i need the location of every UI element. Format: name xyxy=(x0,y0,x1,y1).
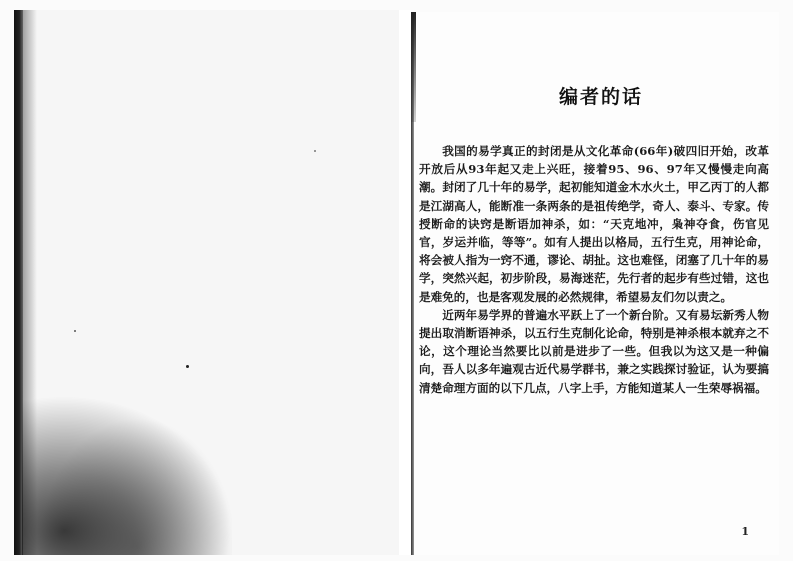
book-gutter xyxy=(399,10,411,555)
scan-speck xyxy=(186,365,189,368)
scan-speck xyxy=(74,330,76,332)
paragraph: 我国的易学真正的封闭是从文化革命(66年)破四旧开始，改革开放后从93年起又走上兴旺，接着95、96、97年又慢慢走向高潮。封闭了几十年的易学，起初能知道金木水火土，甲乙丙丁的人都是江湖高人，能断准一条两条的是祖传绝学，奇人、泰斗、专家。传授断命的诀窍是断语加神杀，如：“天克地冲，枭神夺食，伤官见官，岁运并临，等等”。如有人提出以格局，五行生克，用神论命，将会被人指为一窍不通，谬论、胡扯。这也难怪，闭塞了几十年的易学，突然兴起，初步阶段，易海迷茫，先行者的起步有些过错，这也是难免的，也是客观发展的必然规律，希望易友们勿以责之。 xyxy=(419,144,769,304)
scan-speck xyxy=(314,150,316,152)
body-text xyxy=(419,142,769,397)
page-title: 编者的话 xyxy=(558,86,643,108)
page-number: 1 xyxy=(741,525,749,538)
paragraph: 近两年易学界的普遍水平跃上了一个新台阶。又有易坛新秀人物提出取消断语神杀，以五行生克制化论命，特别是神杀根本就弃之不论，这个理论当然要比以前是进步了一些。但我以为这又是一种偏向，吾人以多年遍观古近代易学群书，兼之实践探讨验证，认为要搞清楚命理方面的以下几点，八字上手，方能知道某人一生荣辱祸福。 xyxy=(419,307,769,395)
scan-smudge xyxy=(22,395,232,555)
left-page xyxy=(14,10,399,555)
right-page xyxy=(411,12,779,555)
